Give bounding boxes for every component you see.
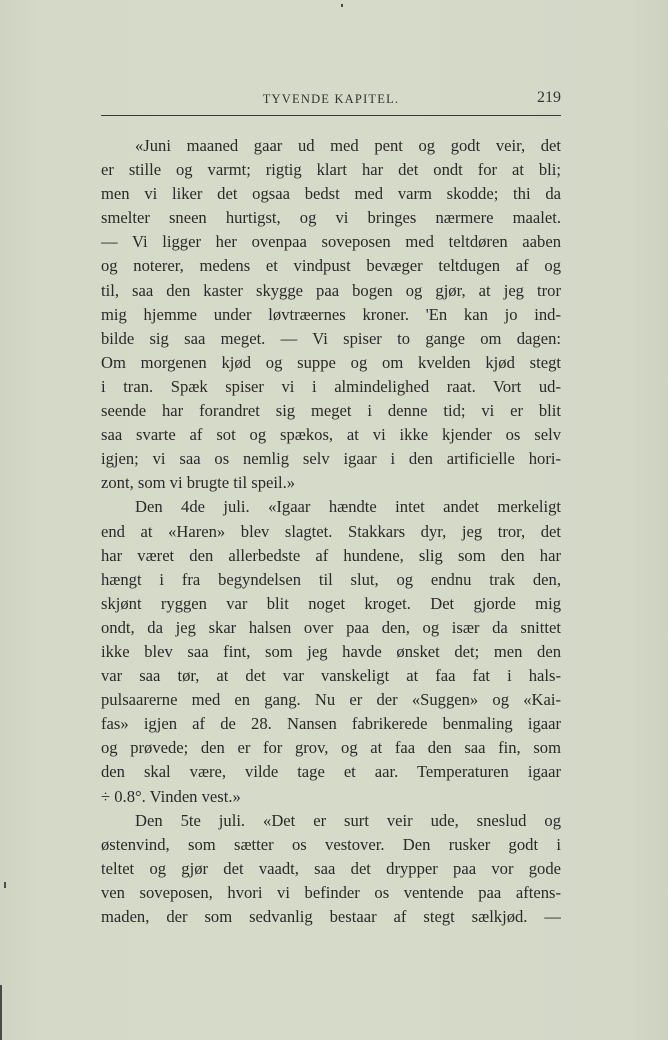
print-speck	[341, 4, 343, 7]
text-line: bilde sig saa meget. — Vi spiser to gange om dagen:	[101, 328, 561, 348]
text-line: hængt i fra begyndelsen til slut, og endnu trak den,	[101, 569, 561, 589]
text-line: fas» igjen af de 28. Nansen fabrikerede benmaling igaar	[101, 714, 561, 734]
page-number: 219	[537, 89, 561, 106]
text-line: smelter sneen hurtigst, og vi bringes nærmere maalet.	[101, 208, 561, 228]
text-line: har været den allerbedste af hundene, slig som den har	[101, 545, 561, 565]
text-line: end at «Haren» blev slagtet. Stakkars dyr, jeg tror, det	[101, 521, 561, 541]
text-line: østenvind, som sætter os vestover. Den rusker godt i	[101, 834, 561, 854]
text-line: igjen; vi saa os nemlig selv igaar i den artificielle hori-	[101, 449, 561, 469]
text-line: «Juni maaned gaar ud med pent og godt veir, det	[135, 136, 561, 155]
text-line: i tran. Spæk spiser vi i almindelighed raat. Vort ud-	[101, 376, 561, 396]
text-line: men vi liker det ogsaa bedst med varm skodde; thi da	[101, 184, 561, 204]
header-rule	[101, 115, 561, 116]
text-line: mig hjemme under løvtræernes kroner. 'En kan jo ind-	[101, 304, 561, 324]
text-line: saa svarte af sot og spækos, at vi ikke kjender os selv	[101, 425, 561, 445]
text-line: skjønt ryggen var blit noget kroget. Det gjorde mig	[101, 593, 561, 613]
text-line: og prøvede; den er for grov, og at faa den saa fin, som	[101, 738, 561, 758]
text-line: pulsaarerne med en gang. Nu er der «Suggen» og «Kai-	[101, 690, 561, 710]
running-title: TYVENDE KAPITEL.	[262, 92, 400, 106]
text-line: ondt, da jeg skar halsen over paa den, og især da snittet	[101, 617, 561, 637]
text-line: er stille og varmt; rigtig klart har det ondt for at bli;	[101, 160, 561, 180]
margin-speck	[4, 882, 6, 888]
text-line: og noterer, medens et vindpust bevæger teltdugen af og	[101, 256, 561, 276]
body-text	[101, 134, 561, 929]
page-edge-mark	[0, 985, 2, 1040]
text-line: maden, der som sedvanlig bestaar af stegt sælkjød. —	[101, 907, 561, 926]
text-line: Den 4de juli. «Igaar hændte intet andet merkeligt	[135, 497, 561, 517]
text-line: den skal være, vilde tage et aar. Temperaturen igaar	[101, 762, 561, 782]
text-line: ven soveposen, hvori vi befinder os ventende paa aftens-	[101, 882, 561, 902]
text-line: var saa tør, at det var vanskeligt at faa fat i hals-	[101, 666, 561, 686]
text-line: — Vi ligger her ovenpaa soveposen med teltdøren aaben	[101, 232, 561, 252]
text-line: ÷ 0.8°. Vinden vest.»	[101, 786, 241, 806]
text-line: Den 5te juli. «Det er surt veir ude, sneslud og	[135, 810, 561, 830]
text-line: seende har forandret sig meget i denne tid; vi er blit	[101, 401, 561, 421]
page-header	[101, 88, 561, 116]
text-line: ikke blev saa fint, som jeg havde ønsket det; men den	[101, 641, 561, 661]
text-line: teltet og gjør det vaadt, saa det drypper paa vor gode	[101, 858, 561, 878]
text-line: zont, som vi brugte til speil.»	[101, 473, 296, 493]
text-line: til, saa den kaster skygge paa bogen og gjør, at jeg tror	[101, 280, 561, 300]
text-line: Om morgenen kjød og suppe og om kvelden kjød stegt	[101, 352, 561, 372]
